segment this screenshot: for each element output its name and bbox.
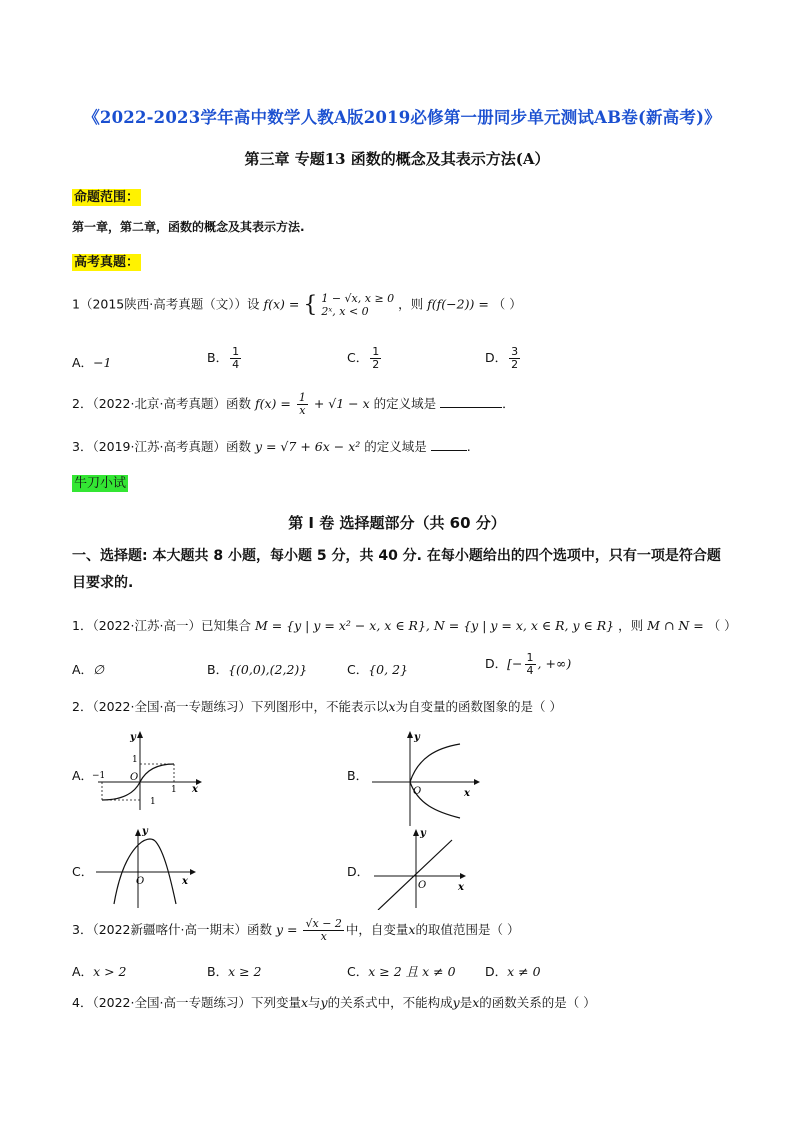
option-letter: D．: [485, 964, 508, 979]
document-title: 《2022-2023学年高中数学人教A版2019必修第一册同步单元测试AB卷(新高考)》: [83, 108, 721, 127]
q3-var: x: [408, 922, 416, 937]
graph-d-origin: O: [418, 880, 427, 891]
option-text: {(0,0),(2,2)}: [228, 662, 308, 677]
gaokao-label: 高考真题：: [74, 255, 140, 270]
brace-symbol: {: [303, 292, 318, 318]
option-text: {0, 2}: [368, 662, 408, 677]
option-text: −1: [93, 355, 112, 370]
gaokao-q2-fraction: [297, 392, 308, 417]
q2-option-b-label[interactable]: B．: [347, 768, 369, 783]
q4-y: y: [320, 995, 328, 1010]
option-fraction: [509, 346, 520, 371]
denominator: 2: [372, 358, 380, 371]
scope-text: 第一章，第二章，函数的概念及其表示方法.: [72, 220, 305, 234]
gaokao-q2-prefix: 2．（2022·北京·高考真题）函数: [72, 396, 251, 411]
option-letter: C．: [347, 964, 369, 979]
gaokao-q2-end: ．: [502, 396, 515, 411]
graph-b-x-arrow: [474, 779, 480, 785]
gaokao-q1-option-b[interactable]: [207, 346, 243, 371]
option-fraction: [370, 346, 381, 371]
denominator: 4: [526, 664, 534, 677]
option-letter: A．: [72, 964, 94, 979]
graph-d[interactable]: [372, 826, 472, 910]
q4-mid3: 是: [459, 995, 473, 1010]
q3-prefix: 3．（2022新疆喀什·高一期末）函数: [72, 922, 272, 937]
option-fraction: [525, 652, 536, 677]
gaokao-q1-option-c[interactable]: [347, 346, 383, 371]
option-letter: A．: [72, 662, 94, 677]
denominator: 4: [232, 358, 240, 371]
option-letter: C．: [347, 350, 369, 365]
gaokao-q2-suffix: 的定义域是: [373, 396, 437, 411]
piecewise-cases: [321, 292, 394, 318]
graph-b-curve: [410, 744, 460, 818]
case-1: 1 − √x, x ≥ 0: [321, 292, 395, 305]
question-2: [72, 697, 562, 715]
denominator: 2: [511, 358, 519, 371]
graph-a-one-bottom: 1: [150, 797, 156, 807]
q4-prefix: 4．（2022·全国·高一专题练习）下列变量: [72, 995, 301, 1010]
question-3: [72, 918, 519, 943]
question-1: [72, 616, 737, 634]
q4-mid: 与: [308, 995, 321, 1010]
option-letter: B．: [207, 964, 229, 979]
numerator: 1: [526, 651, 534, 664]
gaokao-q3-expr: y = √7 + 6x − x²: [254, 439, 361, 454]
question-4: [72, 993, 596, 1011]
numerator: √x − 2: [305, 917, 342, 930]
gaokao-q2-fx: f(x) =: [254, 396, 291, 411]
scope-label-row: [72, 186, 141, 205]
graph-a[interactable]: [92, 730, 202, 812]
q3-option-c[interactable]: [347, 962, 456, 980]
denominator: x: [320, 930, 327, 943]
graph-a-y-arrow: [137, 731, 143, 738]
option-text: x ≥ 2 且 x ≠ 0: [368, 964, 456, 979]
q2-option-c-label[interactable]: C．: [72, 864, 94, 879]
graph-c-y-arrow: [135, 829, 141, 836]
q2-text2: 为自变量的函数图象的是（ ）: [395, 699, 563, 714]
gaokao-question-3: [72, 437, 471, 455]
gaokao-q1-prefix: 1（2015陕西·高考真题（文））设: [72, 296, 260, 312]
case-2: 2ˣ, x < 0: [321, 305, 369, 318]
graph-a-y-label: y: [130, 732, 136, 743]
q3-option-b[interactable]: [207, 962, 262, 980]
option-pre: [−: [507, 656, 523, 671]
graph-a-one-y: 1: [132, 755, 138, 765]
q1-paren: （ ）: [707, 618, 737, 633]
graph-b-x-label: x: [464, 788, 470, 799]
graph-a-origin: O: [130, 772, 139, 783]
q1-option-b[interactable]: [207, 660, 307, 678]
practice-label: 牛刀小试: [74, 476, 127, 491]
option-letter: D．: [485, 350, 508, 365]
practice-label-row: [72, 472, 128, 491]
numerator: 1: [232, 345, 240, 358]
q1-option-d[interactable]: [485, 652, 571, 677]
option-letter: D．: [485, 656, 508, 671]
q4-y2: y: [452, 995, 460, 1010]
option-letter: A．: [72, 355, 94, 370]
gaokao-q1-fx: f(x) =: [263, 296, 300, 312]
gaokao-q3-end: .: [466, 439, 471, 454]
gaokao-label-row: [72, 251, 141, 270]
q3-suffix: 中，自变量: [345, 922, 409, 937]
gaokao-q1-option-a[interactable]: [72, 353, 112, 371]
q4-x: x: [300, 995, 309, 1010]
q2-option-a-label[interactable]: A．: [72, 768, 94, 783]
q1-expr: M ∩ N =: [647, 618, 704, 633]
q4-suffix: 的函数关系的是（ ）: [479, 995, 596, 1010]
option-letter: B．: [207, 662, 229, 677]
gaokao-question-2: [72, 392, 515, 417]
option-text: x ≠ 0: [507, 964, 541, 979]
numerator: 1: [298, 391, 306, 404]
q3-option-d[interactable]: [485, 962, 541, 980]
q1-prefix: 1．（2022·江苏·高一）已知集合: [72, 618, 251, 633]
q3-suffix2: 的取值范围是（ ）: [415, 922, 520, 937]
graph-a-x-label: x: [192, 784, 198, 795]
chapter-subtitle: 第三章 专题13 函数的概念及其表示方法(A）: [244, 150, 550, 168]
gaokao-q2-sqrt: + √1 − x: [313, 396, 370, 411]
q2-text: 2．（2022·全国·高一专题练习）下列图形中，不能表示以: [72, 699, 389, 714]
q1-suffix: ，则: [618, 618, 644, 633]
graph-c-y-label: y: [142, 826, 148, 837]
graph-a-one-x: 1: [171, 785, 177, 795]
gaokao-q1-eq: = （ ）: [478, 296, 522, 312]
option-fraction: [230, 346, 241, 371]
graph-d-y-arrow: [413, 829, 419, 836]
gaokao-question-1: [72, 292, 522, 318]
graph-c-origin: O: [136, 876, 145, 887]
graph-d-x-arrow: [460, 873, 466, 879]
q4-x2: x: [472, 995, 480, 1010]
q3-option-a[interactable]: [72, 962, 127, 980]
q3-fraction: [303, 918, 343, 943]
answer-blank[interactable]: [440, 395, 502, 408]
option-text: x > 2: [93, 964, 127, 979]
answer-blank[interactable]: [431, 438, 467, 451]
q3-y: y =: [275, 922, 298, 937]
graph-b-y-label: y: [414, 732, 420, 743]
section-instructions: 一、选择题: 本大题共 8 小题，每小题 5 分，共 40 分. 在每小题给出的四个选项中，只有一项是符合题目要求的.: [72, 548, 721, 591]
graph-a-neg-one: −1: [92, 771, 106, 781]
graph-d-line: [378, 840, 452, 910]
option-text: x ≥ 2: [228, 964, 262, 979]
option-post: , +∞): [537, 656, 572, 671]
gaokao-q1-expr: f(f(−2)): [427, 296, 475, 312]
q2-option-d-label[interactable]: D．: [347, 864, 370, 879]
gaokao-q3-prefix: 3．（2019·江苏·高考真题）函数: [72, 439, 251, 454]
q2-var: x: [388, 699, 396, 714]
section-title: 第 I 卷 选择题部分（共 60 分）: [288, 514, 506, 532]
gaokao-q3-suffix: 的定义域是: [364, 439, 427, 454]
option-letter: B．: [207, 350, 229, 365]
denominator: x: [299, 404, 306, 417]
option-text: ∅: [93, 662, 104, 677]
graph-c-x-label: x: [182, 876, 188, 887]
scope-label: 命题范围：: [74, 190, 140, 205]
q1-set-n: , N = {y | y = x, x ∈ R, y ∈ R}: [425, 618, 615, 633]
q1-option-a[interactable]: [72, 660, 104, 678]
graph-d-y-label: y: [420, 828, 426, 839]
q4-mid2: 的关系式中，不能构成: [327, 995, 453, 1010]
gaokao-q1-suffix: ，则: [398, 296, 424, 312]
numerator: 1: [372, 345, 380, 358]
graph-c[interactable]: [94, 826, 198, 910]
q1-set-m: M = {y | y = x² − x, x ∈ R}: [254, 618, 426, 633]
graph-d-x-label: x: [458, 882, 464, 893]
q1-option-c[interactable]: [347, 660, 408, 678]
graph-c-x-arrow: [190, 869, 196, 875]
numerator: 3: [511, 345, 519, 358]
graph-b-origin: O: [413, 786, 422, 797]
option-letter: C．: [347, 662, 369, 677]
graph-b[interactable]: [370, 728, 482, 828]
gaokao-q1-option-d[interactable]: [485, 346, 522, 371]
graph-b-y-arrow: [407, 731, 413, 738]
